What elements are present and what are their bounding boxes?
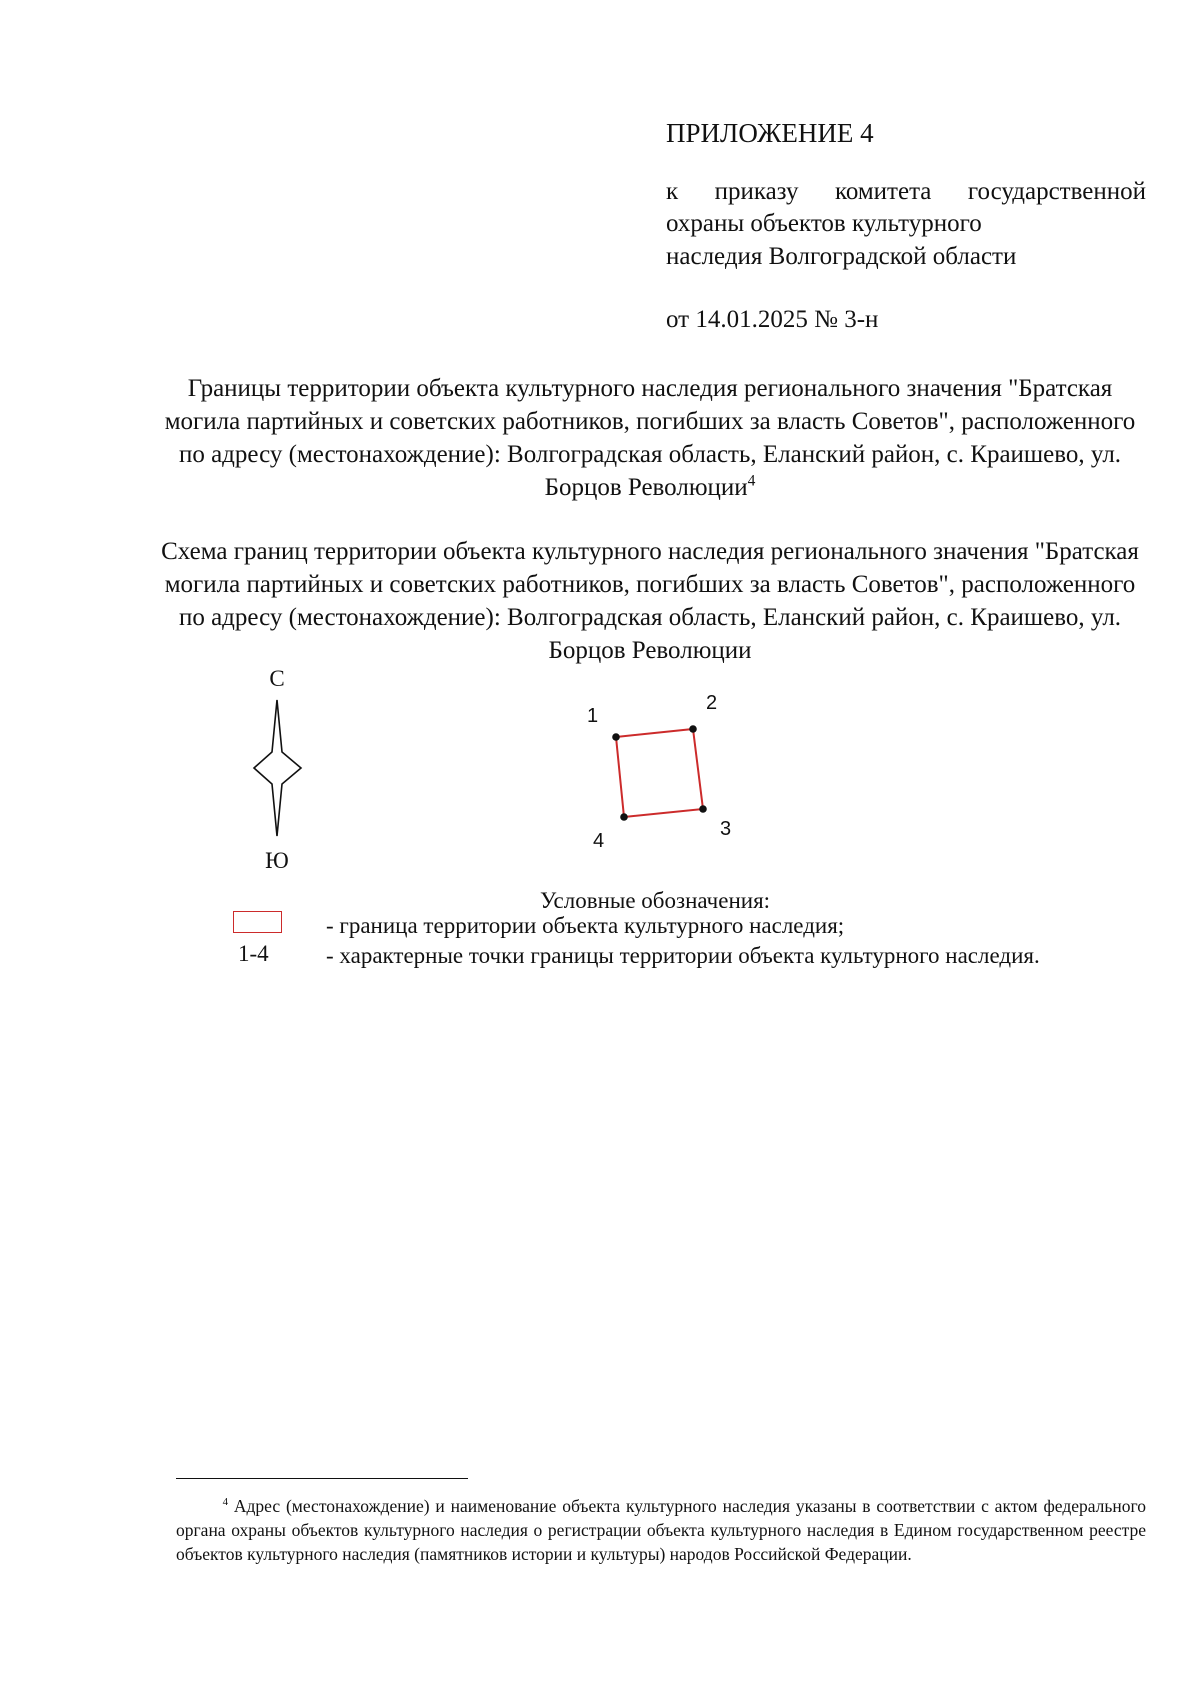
boundary-point-label-3: 3 (720, 818, 732, 840)
footnote (176, 1494, 1146, 1566)
footnote-text: Адрес (местонахождение) и наименование объекта культурного наследия указаны в соответствии с актом федерального органа охраны объектов культурного наследия о регистрации объекта культурного наследия в Едином государственном реестре объектов культурного наследия (памятников истории и культуры) народов Российской Федерации. (176, 1496, 1146, 1564)
scheme-title: Схема границ территории объекта культурного наследия регионального значения "Братская могила партийных и советских работников, погибших за власть Советов", расположенного по адресу (местонахождение): Волгоградская область, Еланский район, с. Краишево, ул. Борцов Революции (161, 538, 1139, 664)
appendix-title: ПРИЛОЖЕНИЕ 4 (666, 118, 874, 148)
heading-text: Границы территории объекта культурного наследия регионального значения "Братская могила партийных и советских работников, погибших за власть Советов", расположенного по адресу (местонахождение): Волгоградская область, Еланский район, с. Краишево, ул. Борцов Революции (164, 375, 1136, 501)
boundary-polygon (616, 729, 703, 817)
order-word: к (666, 178, 679, 205)
order-reference-line-2: охраны объектов культурного (666, 210, 982, 237)
legend-boundary-text: - граница территории объекта культурного наследия; (326, 913, 845, 938)
north-arrow-icon (254, 666, 301, 873)
order-word: комитета (834, 178, 932, 205)
compass-north-label: С (269, 666, 285, 691)
boundary-point-3 (699, 805, 707, 813)
legend-points-label: 1-4 (238, 941, 269, 966)
legend-boundary-swatch (233, 911, 282, 933)
compass-star (254, 700, 301, 836)
order-word: государственной (967, 178, 1146, 205)
boundary-point-label-2: 2 (706, 692, 718, 714)
footnote-reference: 4 (747, 472, 756, 490)
footnote-number: 4 (222, 1496, 229, 1509)
footnote-divider (176, 1478, 468, 1479)
order-reference-line-1 (666, 178, 1146, 206)
legend-title: Условные обозначения: (540, 888, 771, 913)
order-word: приказу (714, 178, 799, 205)
boundary-point-1 (612, 733, 620, 741)
boundary-point-label-4: 4 (593, 830, 605, 852)
boundary-point-2 (689, 725, 697, 733)
territory-boundary (587, 692, 731, 852)
order-reference-line-3: наследия Волгоградской области (666, 243, 1017, 270)
legend-points-text: - характерные точки границы территории объекта культурного наследия. (326, 943, 1040, 968)
document-heading (150, 372, 1150, 504)
order-date: от 14.01.2025 № 3-н (666, 306, 879, 333)
boundary-point-label-1: 1 (587, 705, 599, 727)
boundary-point-4 (620, 813, 628, 821)
compass-south-label: Ю (265, 848, 289, 873)
